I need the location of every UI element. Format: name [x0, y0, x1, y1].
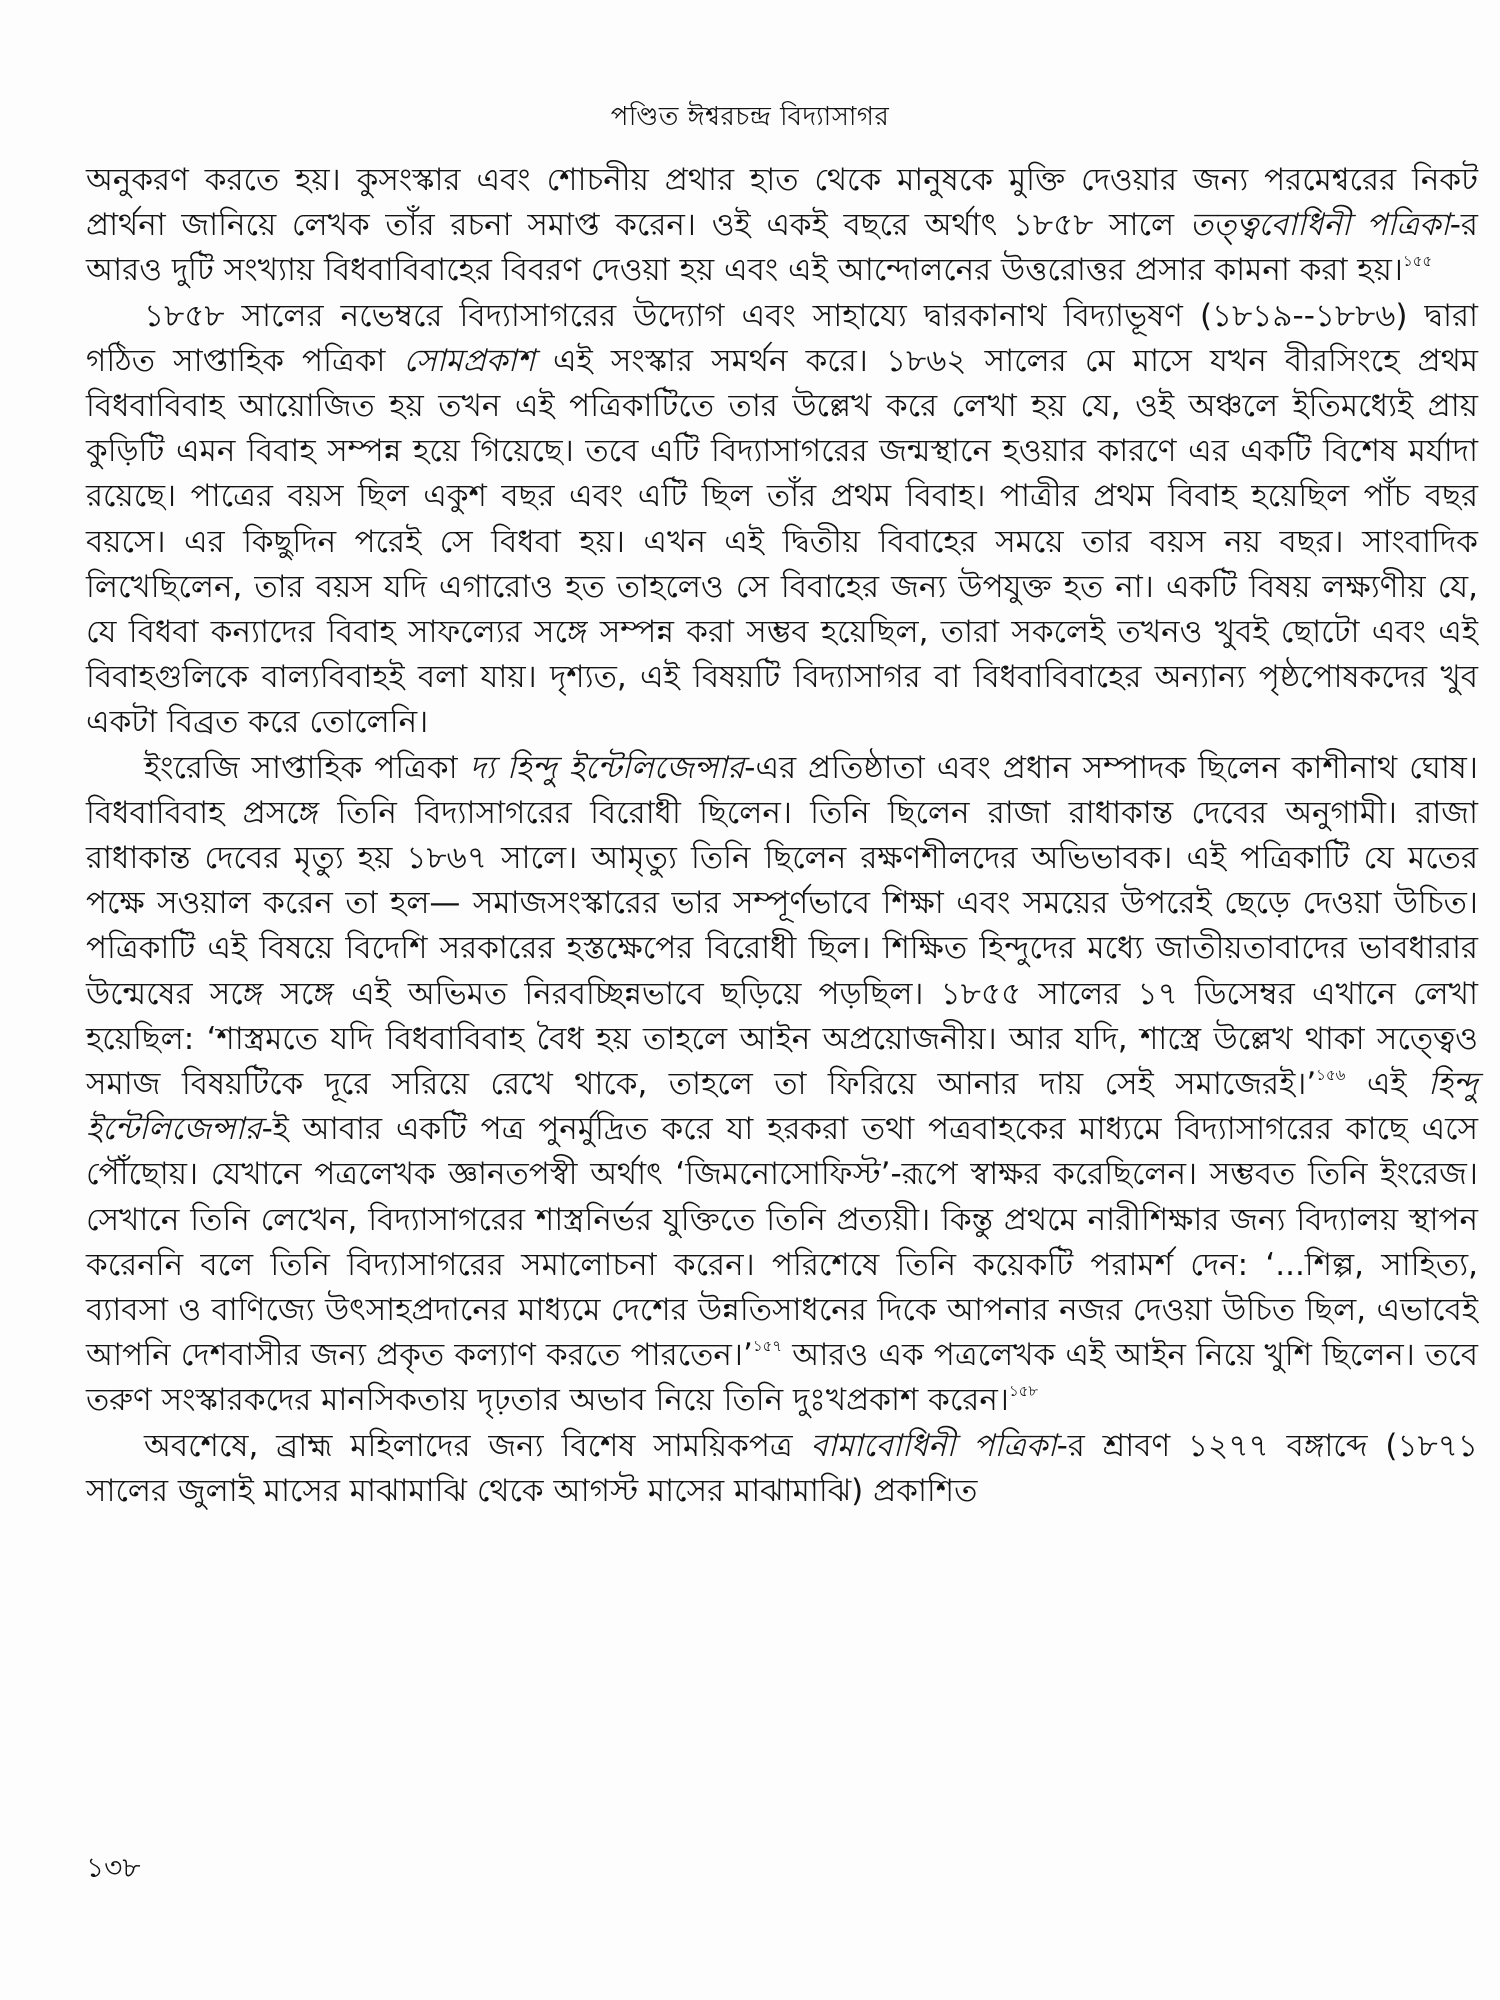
paragraph-1-text-c: -র আরও দুটি সংখ্যায় বিধবাবিবাহের বিবরণ দেওয়া হয় এবং এই আন্দোলনের উত্তরোত্তর প্রসার কামনা করা হয়। — [86, 207, 1478, 289]
footnote-ref-158: ১৫৮ — [1008, 1382, 1039, 1401]
paragraph-3 — [86, 746, 1478, 1424]
paragraph-2 — [86, 294, 1478, 746]
paragraph-3-text-c: -এর প্রতিষ্ঠাতা এবং প্রধান সম্পাদক ছিলেন কাশীনাথ ঘোষ। বিধবাবিবাহ প্রসঙ্গে তিনি বিদ্যাসাগরের বিরোধী ছিলেন। তিনি ছিলেন রাজা রাধাকান্ত দেবের অনুগামী। রাজা রাধাকান্ত দেবের মৃত্যু হয় ১৮৬৭ সালে। আমৃত্যু তিনি ছিলেন রক্ষণশীলদের অভিভাবক। এই পত্রিকাটি যে মতের পক্ষে সওয়াল করেন তা হল— সমাজসংস্কারের ভার সম্পূর্ণভাবে শিক্ষা এবং সময়ের উপরেই ছেড়ে দেওয়া উচিত। পত্রিকাটি এই বিষয়ে বিদেশি সরকারের হস্তক্ষেপের বিরোধী ছিল। শিক্ষিত হিন্দুদের মধ্যে জাতীয়তাবাদের ভাবধারার উন্মেষের সঙ্গে সঙ্গে এই অভিমত নিরবচ্ছিন্নভাবে ছড়িয়ে পড়ছিল। ১৮৫৫ সালের ১৭ ডিসেম্বর এখানে লেখা হয়েছিল: ‘শাস্ত্রমতে যদি বিধবাবিবাহ বৈধ হয় তাহলে আইন অপ্রয়োজনীয়। আর যদি, শাস্ত্রে উল্লেখ থাকা সত্ত্বেও সমাজ বিষয়টিকে দূরে সরিয়ে রেখে থাকে, তাহলে তা ফিরিয়ে আনার দায় সেই সমাজেরই।’ — [86, 749, 1478, 1103]
body-text — [86, 158, 1478, 1514]
paragraph-3-text-d: এই — [1345, 1066, 1428, 1103]
journal-title-hindu-intelligencer-2: হিন্দু ইন্টেলিজেন্সার — [86, 1066, 1478, 1148]
paragraph-4-text-c: -র শ্রাবণ ১২৭৭ বঙ্গাব্দে (১৮৭১ সালের জুলাই মাসের মাঝামাঝি থেকে আগস্ট মাসের মাঝামাঝি) প্রকাশিত — [86, 1427, 1478, 1509]
paragraph-3-text-f: -ই আবার একটি পত্র পুনর্মুদ্রিত করে যা হরকরা তথা পত্রবাহকের মাধ্যমে বিদ্যাসাগরের কাছে এসে পৌঁছোয়। যেখানে পত্রলেখক জ্ঞানতপস্বী অর্থাৎ ‘জিমনোসোফিস্ট’-রূপে স্বাক্ষর করেছিলেন। সম্ভবত তিনি ইংরেজ। সেখানে তিনি লেখেন, বিদ্যাসাগরের শাস্ত্রনির্ভর যুক্তিতে তিনি প্রত্যয়ী। কিন্তু প্রথমে নারীশিক্ষার জন্য বিদ্যালয় স্থাপন করেননি বলে তিনি বিদ্যাসাগরের সমালোচনা করেন। পরিশেষে তিনি কয়েকটি পরামর্শ দেন: ‘...শিল্প, সাহিত্য, ব্যাবসা ও বাণিজ্যে উৎসাহপ্রদানের মাধ্যমে দেশের উন্নতিসাধনের দিকে আপনার নজর দেওয়া উচিত ছিল, এভাবেই আপনি দেশবাসীর জন্য প্রকৃত কল্যাণ করতে পারতেন।’ — [86, 1111, 1478, 1374]
journal-title-hindu-intelligencer: দ্য হিন্দু ইন্টেলিজেন্সার — [469, 749, 745, 786]
running-header: পণ্ডিত ঈশ্বরচন্দ্র বিদ্যাসাগর — [610, 102, 890, 132]
paragraph-4 — [86, 1424, 1478, 1514]
paragraph-3-text-g: আরও এক পত্রলেখক এই আইন নিয়ে খুশি ছিলেন। তবে তরুণ সংস্কারকদের মানসিকতায় দৃঢ়তার অভাব নিয়ে তিনি দুঃখপ্রকাশ করেন। — [86, 1337, 1479, 1419]
footnote-ref-156: ১৫৬ — [1316, 1066, 1346, 1085]
paragraph-1-text-a: অনুকরণ করতে হয়। কুসংস্কার এবং শোচনীয় প্রথার হাত থেকে মানুষকে মুক্তি দেওয়ার জন্য পরমেশ্বরের নিকট প্রার্থনা জানিয়ে লেখক তাঁর রচনা সমাপ্ত করেন। ওই একই বছরে অর্থাৎ ১৮৫৮ সালে — [86, 162, 1478, 244]
footnote-ref-155: ১৫৫ — [1402, 252, 1433, 271]
paragraph-3-text-a: ইংরেজি সাপ্তাহিক পত্রিকা — [144, 749, 470, 786]
paragraph-1 — [86, 158, 1478, 294]
page-number: ১৩৮ — [86, 1851, 141, 1884]
paragraph-2-text-c: এই সংস্কার সমর্থন করে। ১৮৬২ সালের মে মাসে যখন বীরসিংহে প্রথম বিধবাবিবাহ আয়োজিত হয় তখন এই পত্রিকাটিতে তার উল্লেখ করে লেখা হয় যে, ওই অঞ্চলে ইতিমধ্যেই প্রায় কুড়িটি এমন বিবাহ সম্পন্ন হয়ে গিয়েছে। তবে এটি বিদ্যাসাগরের জন্মস্থানে হওয়ার কারণে এর একটি বিশেষ মর্যাদা রয়েছে। পাত্রের বয়স ছিল একুশ বছর এবং এটি ছিল তাঁর প্রথম বিবাহ। পাত্রীর প্রথম বিবাহ হয়েছিল পাঁচ বছর বয়সে। এর কিছুদিন পরেই সে বিধবা হয়। এখন এই দ্বিতীয় বিবাহের সময়ে তার বয়স নয় বছর। সাংবাদিক লিখেছিলেন, তার বয়স যদি এগারোও হত তাহলেও সে বিবাহের জন্য উপযুক্ত হত না। একটি বিষয় লক্ষ্যণীয় যে, যে বিধবা কন্যাদের বিবাহ সাফল্যের সঙ্গে সম্পন্ন করা সম্ভব হয়েছিল, তারা সকলেই তখনও খুবই ছোটো এবং এই বিবাহগুলিকে বাল্যবিবাহই বলা যায়। দৃশ্যত, এই বিষয়টি বিদ্যাসাগর বা বিধবাবিবাহের অন্যান্য পৃষ্ঠপোষকদের খুব একটা বিব্রত করে তোলেনি। — [86, 342, 1478, 741]
paragraph-2-text-a: ১৮৫৮ সালের নভেম্বরে বিদ্যাসাগরের উদ্যোগ এবং সাহায্যে দ্বারকানাথ বিদ্যাভূষণ (১৮১৯--১৮৮৬) দ্বারা গঠিত সাপ্তাহিক পত্রিকা — [86, 297, 1478, 379]
paragraph-4-text-a: অবশেষে, ব্রাহ্ম মহিলাদের জন্য বিশেষ সাময়িকপত্র — [144, 1427, 811, 1464]
journal-title-tattvabodhini: তত্ত্ববোধিনী পত্রিকা — [1189, 207, 1450, 244]
footnote-ref-157: ১৫৭ — [752, 1337, 783, 1356]
journal-title-somprakash: সোমপ্রকাশ — [403, 342, 535, 379]
journal-title-bamabodhini: বামাবোধিনী পত্রিকা — [810, 1427, 1057, 1464]
